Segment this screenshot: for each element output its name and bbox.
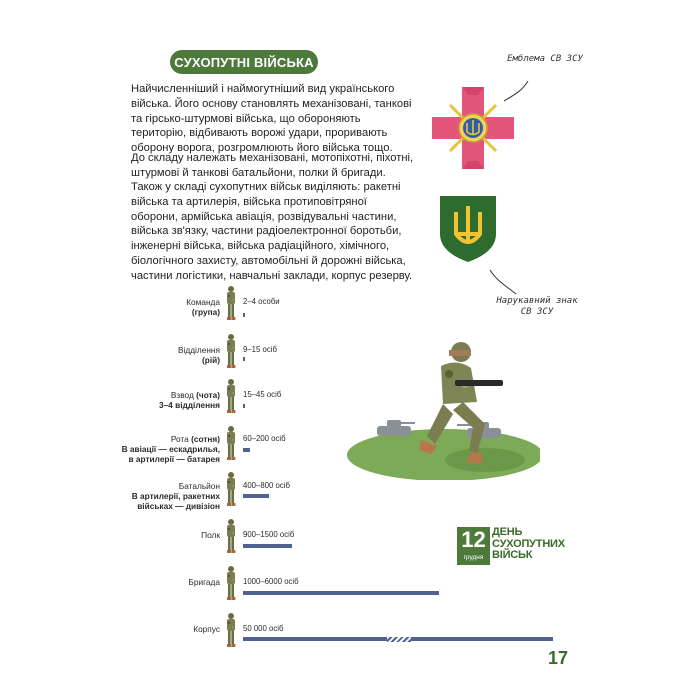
holiday-day: 12: [461, 527, 486, 552]
soldier-icon: [224, 333, 238, 369]
ground-forces-emblem-icon: [430, 85, 516, 171]
unit-alt-name: (сотня): [191, 434, 220, 444]
unit-name: Полк: [201, 530, 220, 540]
unit-alt-name: (група): [191, 307, 220, 317]
unit-label: [188, 577, 220, 587]
unit-count: 2–4 особи: [243, 297, 280, 306]
soldier-icon: [224, 518, 238, 554]
unit-name: Команда: [186, 297, 220, 307]
unit-alt-name: (чота): [196, 390, 220, 400]
unit-label: [122, 434, 220, 464]
unit-count: 1000–6000 осіб: [243, 577, 299, 586]
unit-note: В артилерії, ракетних: [131, 491, 220, 501]
holiday-month: грудня: [463, 554, 484, 561]
unit-name: Взвод: [170, 390, 194, 400]
composition-paragraph: До складу належать механізовані, мотопіхотні, піхотні, штурмові й танкові батальйони, полки й бригади.: [131, 152, 414, 179]
unit-count: 900–1500 осіб: [243, 530, 295, 539]
holiday-caption-line: ДЕНЬ: [492, 526, 523, 538]
unit-label: [178, 345, 220, 365]
soldier-icon: [224, 471, 238, 507]
holiday-caption-line: ВІЙСЬК: [492, 549, 533, 561]
unit-size-bar: [243, 404, 245, 408]
unit-note: 3–4 відділення: [158, 400, 220, 410]
sleeve-pointer-icon: [486, 268, 526, 298]
unit-size-bar: [243, 591, 439, 595]
soldier-icon: [224, 425, 238, 461]
unit-count: 400–800 осіб: [243, 481, 290, 490]
soldier-icon: [224, 612, 238, 648]
soldier-icon: [224, 565, 238, 601]
unit-name: Батальйон: [178, 481, 220, 491]
unit-note: в артилерії — батарея: [128, 454, 220, 464]
unit-label: [159, 390, 220, 410]
soldier-scene-illustration: [345, 340, 540, 480]
intro-paragraph: Найчисленніший і наймогутніший вид українського війська. Його основу становлять механізовані, танкові та гірсько-штурмові війська, що обороняють територію, відбивають ворожі удари, проривають оборону ворога, розгромлюють його війська тощо.: [131, 83, 412, 155]
sleeve-label: Нарукавний знак СВ ЗСУ: [496, 296, 578, 317]
unit-size-bar: [243, 494, 269, 498]
unit-name: Рота: [170, 434, 189, 444]
bar-scale-break: [387, 637, 411, 642]
holiday-caption-line: СУХОПУТНИХ: [492, 537, 565, 550]
soldier-icon: [224, 378, 238, 414]
unit-label: [186, 297, 220, 317]
unit-note: В авіації — ескадрилья,: [121, 444, 220, 454]
emblem-label: Емблема СВ ЗСУ: [507, 54, 583, 64]
unit-name: Корпус: [193, 624, 220, 634]
holiday-date-badge: [457, 527, 490, 565]
unit-count: 9–15 осіб: [243, 345, 277, 354]
unit-label: [132, 481, 220, 511]
unit-count: 60–200 осіб: [243, 434, 286, 443]
unit-size-bar: [243, 544, 292, 548]
unit-count: 50 000 осіб: [243, 624, 284, 633]
unit-size-bar: [243, 313, 245, 317]
unit-label: [201, 530, 220, 540]
page-title: СУХОПУТНІ ВІЙСЬКА: [170, 50, 318, 74]
sleeve-patch-shield-icon: [438, 194, 498, 264]
unit-note: військах — дивізіон: [137, 501, 220, 511]
unit-size-bar: [243, 448, 250, 452]
unit-label: [193, 624, 220, 634]
page-number: 17: [548, 648, 569, 668]
unit-alt-name: (рій): [202, 355, 220, 365]
unit-name: Бригада: [188, 577, 220, 587]
holiday-caption: [492, 527, 572, 562]
branches-paragraph: Також у складі сухопутних військ виділяють: ракетні війська та артилерія, війська протиповітряної оборони, армійська авіація, розвідувальні частини, війська зв'язку, частини радіоелектронної боротьби, інженерні війська, війська радіаційного, хімічного, біологічного захисту, автомобільні й дорожні війська, частини логістики, навчальні заклади, корпус резерву.: [131, 181, 413, 282]
soldier-icon: [224, 285, 238, 321]
unit-count: 15–45 осіб: [243, 390, 282, 399]
unit-name: Відділення: [177, 345, 220, 355]
unit-size-bar: [243, 357, 245, 361]
